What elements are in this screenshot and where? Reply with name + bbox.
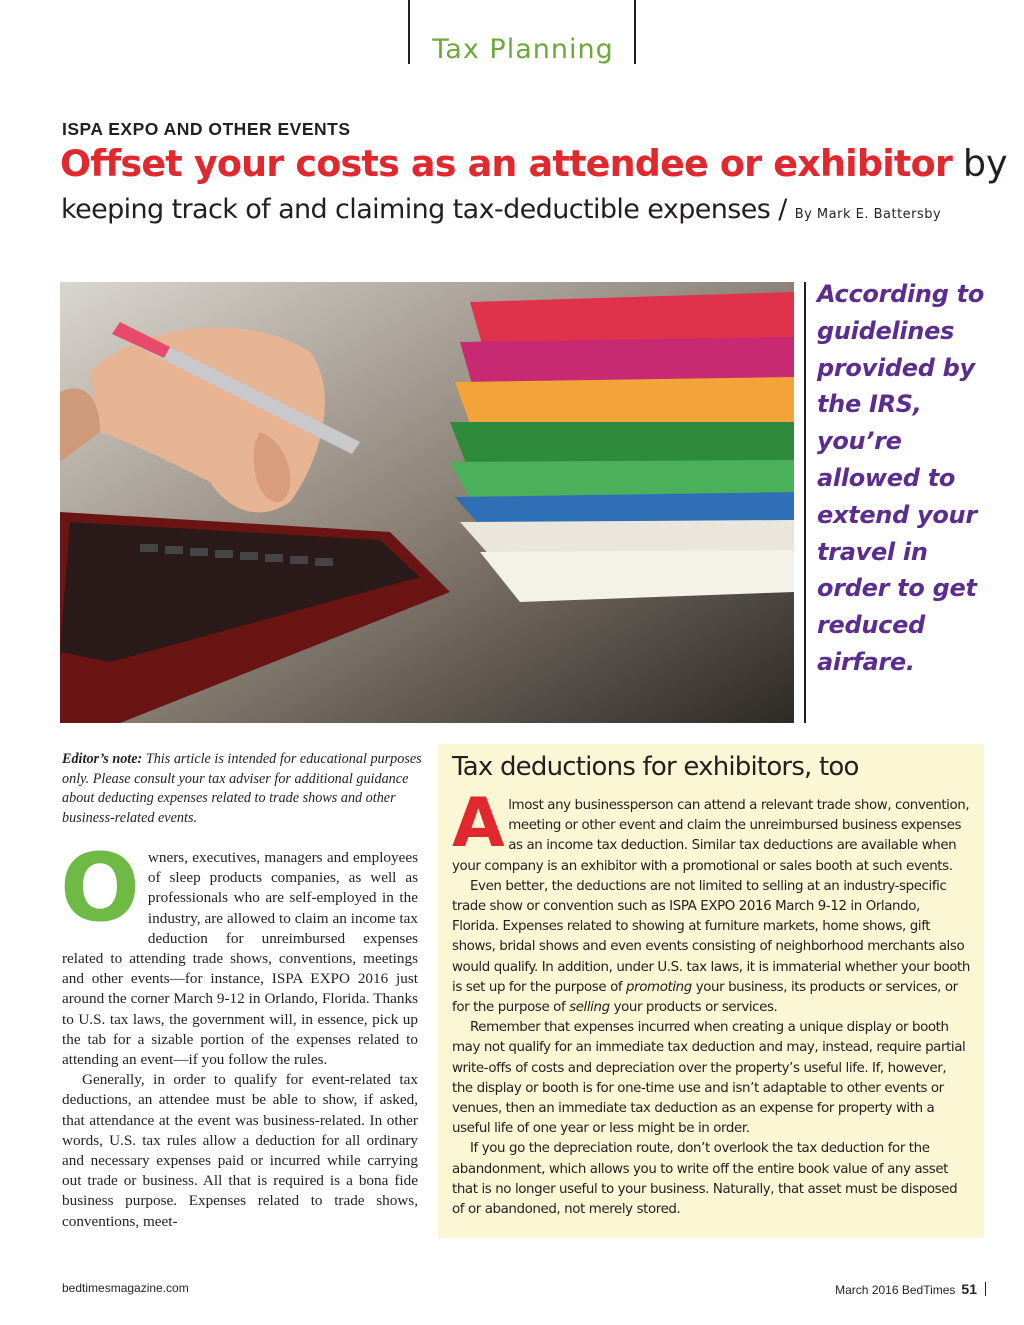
- page-number: 51: [961, 1281, 977, 1297]
- editor-note: [62, 750, 422, 828]
- article-paragraph-1-text: wners, executives, managers and employees of sleep products companies, as well as professionals who are self-employed in the industry, are allowed to claim an income tax deduction for unreimbursed expenses related to attending trade shows, conventions, meetings and other events—for instance, ISPA EXPO 2016 just around the corner March 9-12 in Orlando, Florida. Thanks to U.S. tax laws, the government will, in essence, pick up the tab for a sizable portion of the expenses related to attending an event—if you follow the rules.: [62, 849, 418, 1069]
- sidebar-paragraph-1: [452, 784, 970, 877]
- article-photo: [60, 282, 794, 723]
- sidebar-paragraph-4: If you go the depreciation route, don’t overlook the tax deduction for the abandonment, which allows you to write off the entire book value of any asset that is no longer useful to your business. Naturally, that asset must be disposed of or abandoned, not merely stored.: [452, 1141, 958, 1218]
- byline: By Mark E. Battersby: [794, 207, 942, 222]
- headline-main: Offset your costs as an attendee or exhibitor: [60, 142, 953, 185]
- footer-issue-text: March 2016 BedTimes: [835, 1283, 956, 1297]
- sidebar-p2-em-promoting: promoting: [626, 979, 692, 995]
- sidebar-title: Tax deductions for exhibitors, too: [452, 752, 859, 782]
- article-body: [60, 834, 418, 1232]
- editor-note-label: Editor’s note:: [62, 751, 143, 767]
- article-paragraph-2: Generally, in order to qualify for event-related tax deductions, an attendee must be able to show, if asked, that attendance at the event was business-related. In other words, U.S. tax rules allow a deduction for all ordinary and necessary expenses paid or incurred while carrying out trade or business. All that is required is a bona fide business purpose. Expenses related to trade shows, conventions, meet-: [62, 1071, 418, 1230]
- article-paragraph-1: [60, 834, 418, 1070]
- sidebar-p2-a: Even better, the deductions are not limited to selling at an industry-specific trade show or convention such as ISPA EXPO 2016 March 9-12 in Orlando, Florida. Expenses related to showing at furniture markets, home shows, gift shows, bridal shows and even events consisting of neighborhood merchants also would qualify. In addition, under U.S. tax laws, it is immaterial whether your booth is set up for the purpose of: [452, 878, 970, 995]
- pull-quote: According to guidelines provided by the IRS, you’re allowed to extend your travel in order to get reduced airfare.: [817, 280, 985, 676]
- sidebar-text: [452, 784, 970, 1220]
- footer-website: bedtimesmagazine.com: [62, 1281, 189, 1295]
- drop-cap-o: O: [60, 834, 140, 943]
- headline: [60, 142, 1008, 186]
- kicker: ISPA EXPO AND OTHER EVENTS: [62, 119, 351, 139]
- pull-quote-rule: [804, 282, 806, 723]
- deck: [61, 194, 991, 225]
- sidebar-p2-em-selling: selling: [569, 1000, 610, 1016]
- photo-illustration: [60, 282, 794, 723]
- headline-by: by: [962, 142, 1008, 185]
- sidebar-paragraph-1-text: lmost any businessperson can attend a relevant trade show, convention, meeting or other event and claim the unreimbursed business expenses as an income tax deduction. Similar tax deductions are available when your company is an exhibitor with a promotional or sales booth at such events.: [452, 798, 970, 874]
- sidebar-p2-c: your products or services.: [613, 1000, 778, 1016]
- sidebar-paragraph-2: [452, 877, 970, 1018]
- folder-stack: [450, 292, 794, 602]
- footer-rule: [985, 1282, 986, 1296]
- section-title: Tax Planning: [432, 34, 614, 65]
- footer-issue: [835, 1281, 986, 1297]
- deck-text: keeping track of and claiming tax-deductible expenses /: [61, 194, 787, 225]
- sidebar-paragraph-3: Remember that expenses incurred when creating a unique display or booth may not qualify for an immediate tax deduction and may, instead, require partial write-offs of costs and depreciation over the property’s useful life. If, however, the display or booth is for one-time use and isn’t adaptable to other events or venues, then an immediate tax deduction as an expense for property with a useful life of one year or less might be in order.: [452, 1020, 966, 1137]
- editor-note-text: This article is intended for educational purposes only. Please consult your tax adviser for additional guidance about deducting expenses related to trade shows and other business-related events.: [62, 751, 422, 826]
- sidebar-p2-b: your business, its products or services, or for the purpose of: [452, 979, 958, 1016]
- sidebar-box: [438, 744, 984, 1238]
- drop-cap-a: A: [452, 784, 505, 863]
